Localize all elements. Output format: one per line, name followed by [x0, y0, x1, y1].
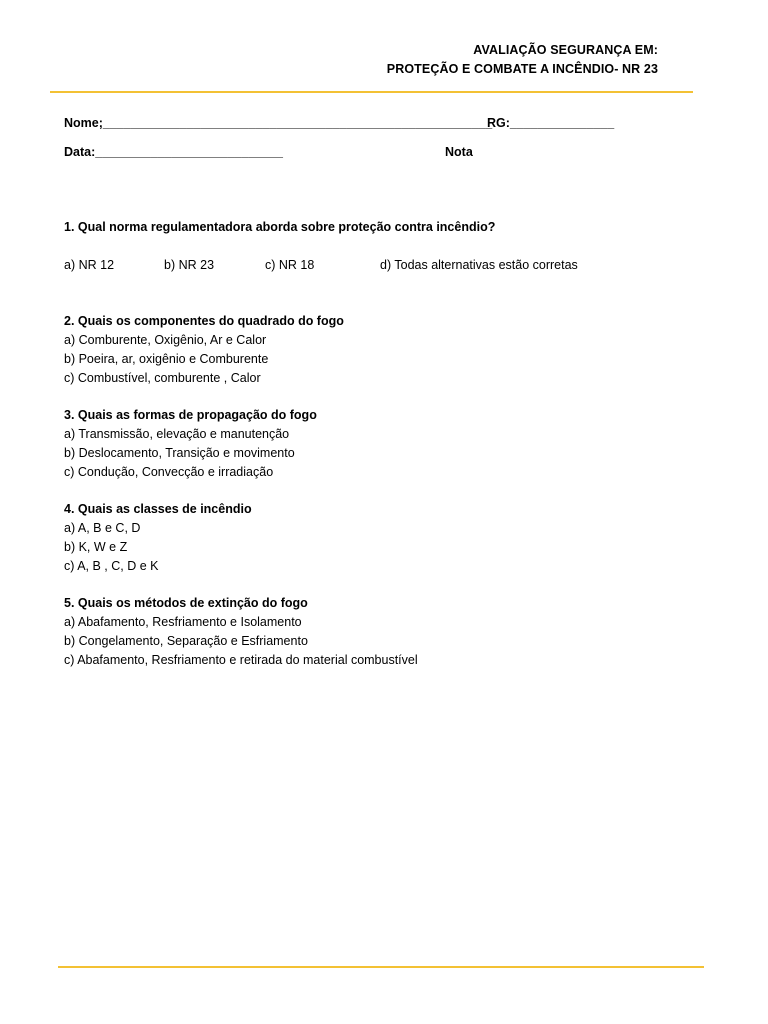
q3-option-c: c) Condução, Convecção e irradiação — [64, 465, 274, 479]
q2-option-c: c) Combustível, comburente , Calor — [64, 371, 261, 385]
header-divider — [50, 91, 693, 93]
q4-option-c: c) A, B , C, D e K — [64, 559, 159, 573]
q5-option-c: c) Abafamento, Resfriamento e retirada do material combustível — [64, 653, 418, 667]
q5-option-a: a) Abafamento, Resfriamento e Isolamento — [64, 615, 302, 629]
question-2: 2. Quais os componentes do quadrado do fogo — [64, 314, 344, 328]
header-title-line1: AVALIAÇÃO SEGURANÇA EM: — [473, 43, 658, 57]
name-field[interactable]: Nome;________________________________________________________ — [64, 116, 493, 130]
footer-divider — [58, 966, 704, 968]
q1-option-c: c) NR 18 — [265, 258, 315, 272]
rg-field[interactable]: RG:_______________ — [487, 116, 615, 130]
grade-field[interactable]: Nota — [445, 145, 473, 159]
q4-option-b: b) K, W e Z — [64, 540, 128, 554]
q4-option-a: a) A, B e C, D — [64, 521, 141, 535]
q1-option-b: b) NR 23 — [164, 258, 215, 272]
q1-option-a: a) NR 12 — [64, 258, 115, 272]
question-1: 1. Qual norma regulamentadora aborda sobre proteção contra incêndio? — [64, 220, 496, 234]
q3-option-a: a) Transmissão, elevação e manutenção — [64, 427, 290, 441]
q2-option-a: a) Comburente, Oxigênio, Ar e Calor — [64, 333, 267, 347]
q5-option-b: b) Congelamento, Separação e Esfriamento — [64, 634, 308, 648]
question-3: 3. Quais as formas de propagação do fogo — [64, 408, 317, 422]
q2-option-b: b) Poeira, ar, oxigênio e Comburente — [64, 352, 269, 366]
date-field[interactable]: Data:___________________________ — [64, 145, 283, 159]
header-title-line2: PROTEÇÃO E COMBATE A INCÊNDIO- NR 23 — [386, 62, 658, 76]
q3-option-b: b) Deslocamento, Transição e movimento — [64, 446, 295, 460]
q1-option-d: d) Todas alternativas estão corretas — [380, 258, 578, 272]
question-4: 4. Quais as classes de incêndio — [64, 502, 252, 516]
question-5: 5. Quais os métodos de extinção do fogo — [64, 596, 308, 610]
